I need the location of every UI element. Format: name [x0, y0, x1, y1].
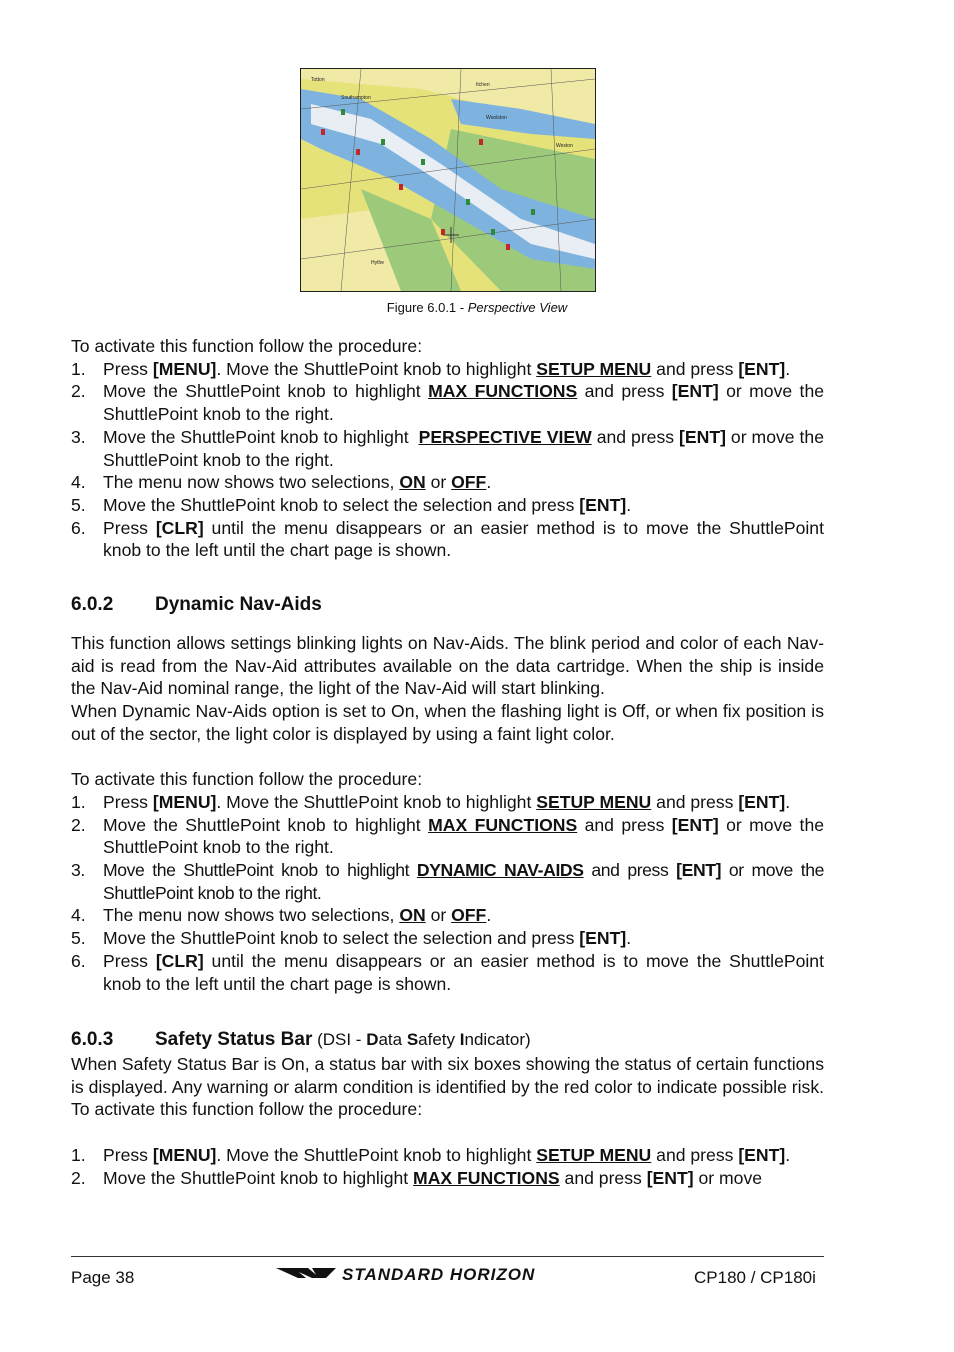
map-label: Woolston [486, 115, 507, 121]
procedure-step: 2. Move the ShuttlePoint knob to highlight MAX FUNCTIONS and press [ENT] or move the ShuttlePoint knob to the right. [71, 814, 825, 858]
procedure-intro: To activate this function follow the procedure: [71, 769, 423, 790]
procedure-step: 3. Move the ShuttlePoint knob to highlight PERSPECTIVE VIEW and press [ENT] or move the ShuttlePoint knob to the right. [71, 426, 824, 470]
section-title: Safety Status Bar [155, 1029, 313, 1050]
procedure-steps [71, 791, 824, 995]
procedure-step: 4. The menu now shows two selections, ON or OFF. [71, 905, 492, 926]
body-paragraph: This function allows settings blinking lights on Nav-Aids. The blink period and color of each Nav-aid is read from the Nav-Aid attributes available on the data cartridge. When the ship is inside the Nav-Aid nominal range, the light of the Nav-Aid will start blinking. [71, 633, 824, 699]
caption-prefix: Figure 6.0.1 - [386, 300, 468, 315]
map-label: Itchen [476, 82, 490, 88]
procedure-intro: To activate this function follow the procedure: [71, 1099, 423, 1120]
section-number: 6.0.3 [71, 1029, 114, 1050]
procedure-step: 6. Press [CLR] until the menu disappears or an easier method is to move the ShuttlePoint knob to the left until the chart page is shown. [71, 950, 824, 994]
section-heading-dynamic-nav-aids [71, 594, 322, 616]
chart-image [301, 69, 595, 291]
figure-caption [0, 300, 954, 315]
procedure-step: 2. Move the ShuttlePoint knob to highlight MAX FUNCTIONS and press [ENT] or move [71, 1167, 763, 1188]
procedure-step: 2. Move the ShuttlePoint knob to highlight MAX FUNCTIONS and press [ENT] or move the ShuttlePoint knob to the right. [71, 381, 825, 425]
procedure-step: 5. Move the ShuttlePoint knob to select the selection and press [ENT]. [71, 494, 632, 515]
map-label: Southampton [341, 95, 371, 101]
section-dynamic-nav-aids-body [71, 632, 824, 995]
procedure-step: 1. Press [MENU]. Move the ShuttlePoint knob to highlight SETUP MENU and press [ENT]. [71, 1144, 791, 1165]
section-heading-safety-status-bar [71, 1029, 531, 1051]
procedure-steps [71, 1144, 824, 1189]
procedure-steps [71, 358, 824, 562]
map-label: Totton [311, 77, 325, 83]
map-label: Hythe [371, 260, 385, 266]
map-label: Weston [556, 143, 573, 149]
section-subtitle: (DSI - Data Safety Indicator) [312, 1030, 531, 1049]
footer-rule [71, 1256, 824, 1257]
section-number: 6.0.2 [71, 594, 114, 615]
procedure-step: 3. Move the ShuttlePoint knob to highlight DYNAMIC NAV-AIDS and press [ENT] or move the ShuttlePoint knob to the right. [71, 860, 824, 903]
procedure-step: 1. Press [MENU]. Move the ShuttlePoint knob to highlight SETUP MENU and press [ENT]. [71, 791, 791, 812]
procedure-step: 5. Move the ShuttlePoint knob to select the selection and press [ENT]. [71, 928, 632, 949]
body-paragraph: When Safety Status Bar is On, a status bar with six boxes showing the status of certain functions is displayed. Any warning or alarm condition is identified by the red color to indicate possible risk. [71, 1054, 825, 1097]
procedure-step: 4. The menu now shows two selections, ON or OFF. [71, 472, 492, 493]
caption-title: Perspective View [467, 300, 568, 315]
section-safety-status-bar-body [71, 1053, 824, 1189]
section-title: Dynamic Nav-Aids [155, 594, 322, 615]
procedure-intro: To activate this function follow the procedure: [71, 336, 423, 356]
perspective-view-chart [300, 68, 596, 292]
procedure-step: 1. Press [MENU]. Move the ShuttlePoint knob to highlight SETUP MENU and press [ENT]. [71, 358, 791, 379]
section-perspective-procedure [71, 335, 824, 562]
brand-name: STANDARD HORIZON [342, 1265, 536, 1284]
body-paragraph: When Dynamic Nav-Aids option is set to On, when the flashing light is Off, or when fix position is out of the sector, the light color is displayed by using a faint light color. [71, 701, 824, 744]
brand-mark-icon [276, 1264, 626, 1286]
brand-logo [276, 1264, 626, 1286]
procedure-step: 6. Press [CLR] until the menu disappears or an easier method is to move the ShuttlePoint knob to the left until the chart page is shown. [71, 517, 824, 561]
model-number: CP180 / CP180i [694, 1268, 816, 1287]
page-number: Page 38 [71, 1268, 135, 1287]
